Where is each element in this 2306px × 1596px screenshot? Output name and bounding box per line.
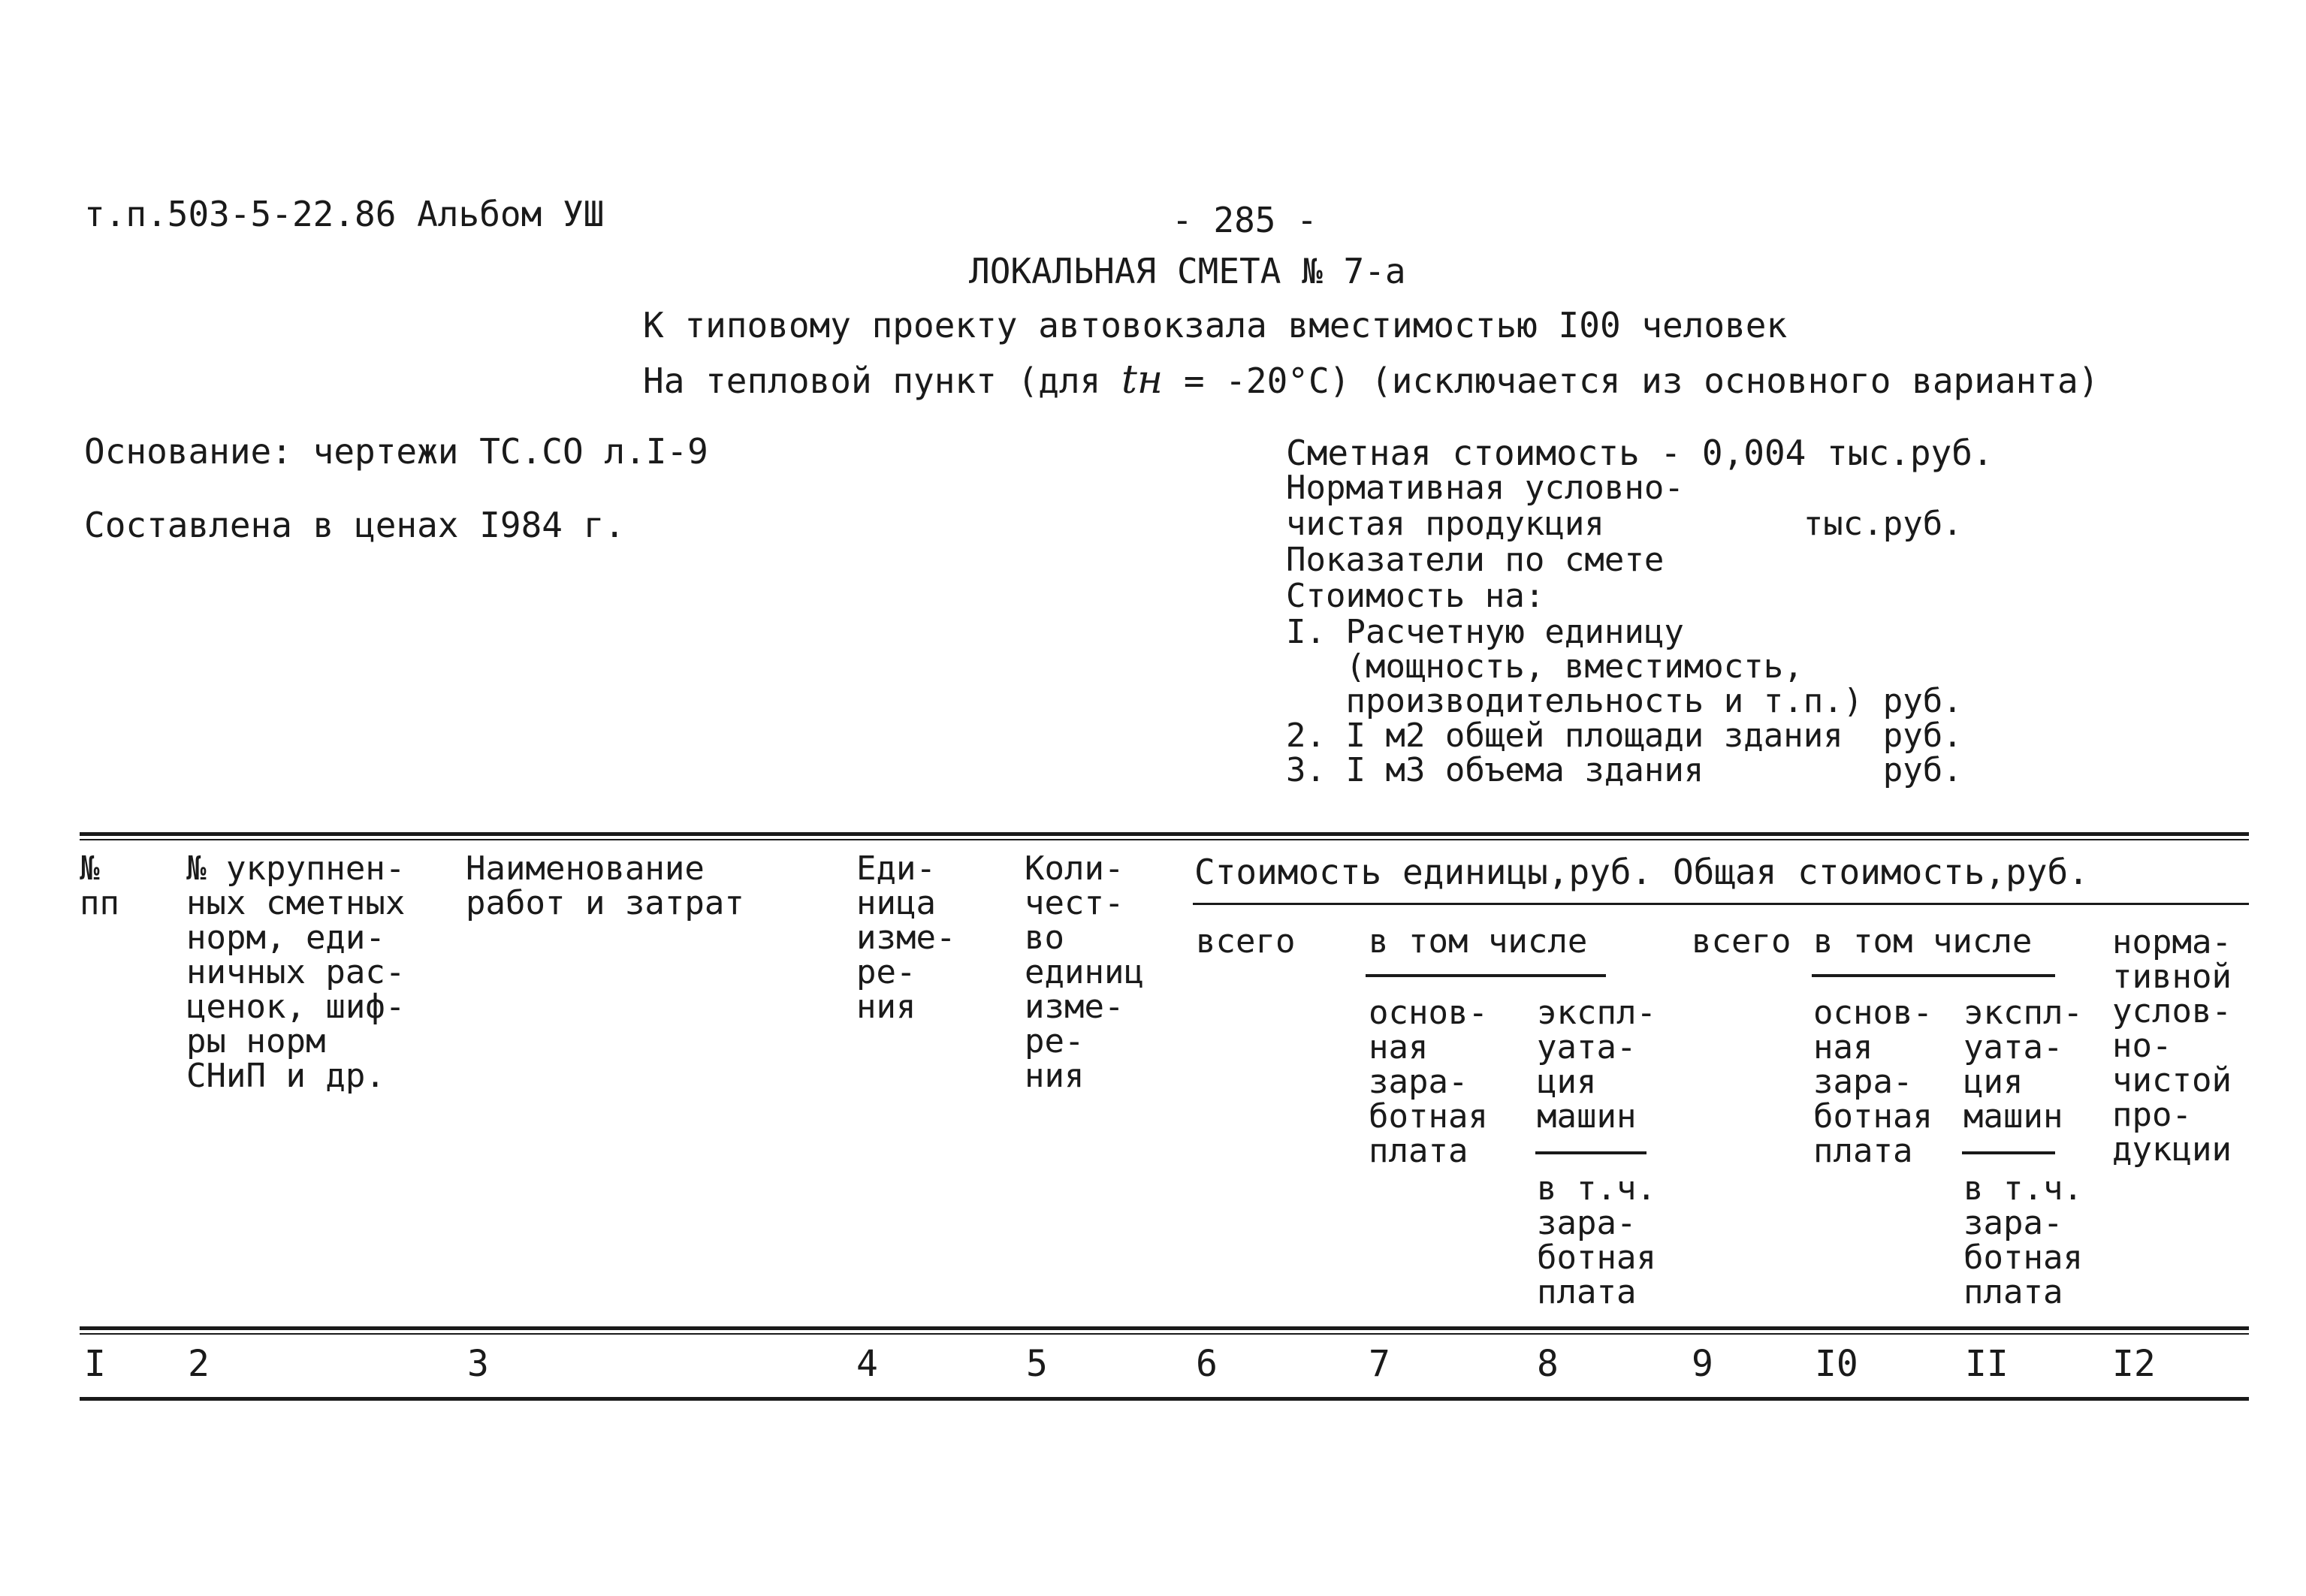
subtitle-prefix: На тепловой пункт (для (643, 361, 1121, 401)
unit-wage-header: основ- ная зара- ботная плата (1369, 994, 1488, 1170)
col-norm-code-header: № укрупнен- ных сметных норм, еди- ничных рас- ценок, шиф- ры норм СНиП и др. (186, 849, 406, 1095)
unit-incl-header: в том числе (1369, 922, 1588, 961)
info-line: 2. I м2 общей площади здания руб. (1286, 717, 1963, 755)
unit-total-header: всего (1196, 922, 1296, 961)
total-norm-header: норма- тивной услов- но- чистой про- дукции (2112, 923, 2232, 1169)
info-line: чистая продукция тыс.руб. (1286, 505, 1963, 543)
total-incl-header: в том числе (1813, 922, 2033, 961)
column-number: 6 (1196, 1343, 1218, 1385)
column-number: 3 (467, 1343, 489, 1385)
column-number: I (84, 1343, 106, 1385)
total-machine-header: экспл- уата- ция машин (1963, 994, 2083, 1136)
col-unit-header: Еди- ница изме- ре- ния (856, 849, 956, 1026)
unit-incl-rule (1366, 974, 1606, 977)
header-bottom-rule-thin (80, 1333, 2249, 1335)
column-number: 7 (1369, 1343, 1390, 1385)
col-quantity-header: Коли- чест- во единиц изме- ре- ния (1025, 849, 1144, 1095)
header-bottom-rule (80, 1326, 2249, 1330)
column-number: II (1965, 1343, 2009, 1385)
info-line: 3. I м3 объема здания руб. (1286, 751, 1963, 789)
info-line: Нормативная условно- (1286, 469, 1684, 507)
page-title: ЛОКАЛЬНАЯ СМЕТА № 7-а (969, 251, 1406, 291)
unit-machine-header: экспл- уата- ция машин (1537, 994, 1656, 1136)
table-top-rule (80, 832, 2249, 836)
total-wage-header: основ- ная зара- ботная плата (1813, 994, 1933, 1170)
subtitle-project: К типовому проекту автовокзала вместимостью I00 человек (643, 305, 1788, 345)
total-machine-rule (1962, 1151, 2055, 1154)
page-number: - 285 - (1172, 200, 1317, 240)
table-top-rule-thin (80, 839, 2249, 840)
col-name-header: Наименование работ и затрат (466, 849, 744, 922)
unit-machine-rule (1535, 1151, 1646, 1154)
estimate-cost: Сметная стоимость - 0,004 тыс.руб. (1286, 433, 1994, 473)
cost-group-rule (1193, 903, 2249, 905)
unit-machine-wage-header: в т.ч. зара- ботная плата (1537, 1169, 1656, 1311)
col-number-header: № пп (80, 849, 119, 922)
subtitle-suffix: = -20°С) (исключается из основного варианта) (1163, 361, 2099, 401)
column-number: 8 (1537, 1343, 1559, 1385)
numbers-bottom-rule (80, 1397, 2249, 1401)
basis-line: Основание: чертежи ТС.СО л.I-9 (84, 431, 708, 472)
column-number: 2 (188, 1343, 210, 1385)
document-ref: т.п.503-5-22.86 Альбом УШ (84, 194, 605, 234)
total-incl-rule (1812, 974, 2055, 977)
subtitle-object (643, 358, 2099, 403)
column-number: 9 (1692, 1343, 1713, 1385)
info-line: производительность и т.п.) руб. (1286, 682, 1963, 720)
temperature-symbol: tн (1121, 358, 1164, 403)
column-number: 5 (1026, 1343, 1048, 1385)
total-total-header: всего (1692, 922, 1791, 961)
total-machine-wage-header: в т.ч. зара- ботная плата (1963, 1169, 2083, 1311)
info-line: (мощность, вместимость, (1286, 647, 1803, 686)
column-number: I0 (1815, 1343, 1858, 1385)
info-line: I. Расчетную единицу (1286, 613, 1684, 651)
column-number: 4 (856, 1343, 878, 1385)
info-line: Стоимость на: (1286, 577, 1545, 615)
info-line: Показатели по смете (1286, 541, 1665, 579)
cost-group-header: Стоимость единицы,руб. Общая стоимость,руб. (1194, 852, 2089, 892)
prices-line: Составлена в ценах I984 г. (84, 505, 626, 545)
column-number: I2 (2112, 1343, 2156, 1385)
